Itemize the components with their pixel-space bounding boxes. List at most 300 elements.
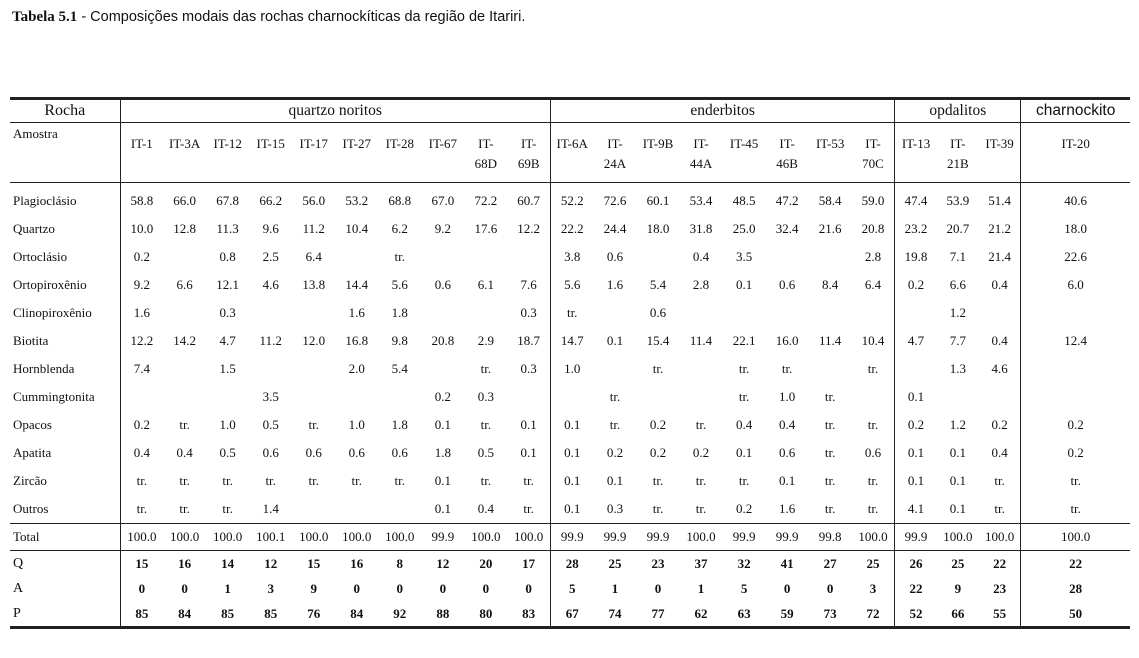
value-cell: tr.	[1021, 467, 1130, 495]
table-row	[10, 383, 1130, 411]
value-cell: 0.1	[949, 473, 966, 488]
value-cell: tr.	[738, 361, 750, 376]
qap-cell: 74	[593, 601, 636, 628]
value-cell: 53.2	[345, 193, 369, 208]
value-cell: 53.4	[689, 193, 713, 208]
sample-id: IT-	[693, 136, 709, 151]
group-header-row	[10, 99, 1130, 123]
qap-cell: 0	[525, 580, 532, 596]
qap-row	[10, 551, 1130, 577]
value-cell: 0.6	[391, 445, 408, 460]
value-cell: 1.2	[949, 305, 966, 320]
value-cell: 20.7	[946, 221, 970, 236]
qap-cell: 1	[224, 580, 231, 596]
qap-cell: 85	[120, 601, 163, 628]
value-cell: 0.6	[262, 445, 279, 460]
value-cell	[292, 355, 335, 383]
value-cell: 0.1	[895, 467, 937, 495]
sample-id-suffix	[550, 154, 593, 183]
qap-cell: 20	[479, 555, 493, 571]
qap-cell: 3	[869, 580, 877, 596]
qap-cell: 80	[464, 601, 507, 628]
value-cell: 22.2	[550, 215, 593, 243]
value-cell	[809, 299, 852, 327]
total-cell: 100.0	[979, 524, 1021, 551]
value-cell	[421, 243, 464, 271]
sample-id: IT-67	[428, 136, 458, 151]
amostra-label-spacer	[10, 154, 120, 183]
value-cell: 1.0	[550, 355, 593, 383]
qap-row	[10, 576, 1130, 601]
sample-id: IT-17	[299, 136, 328, 151]
value-cell: 58.4	[818, 193, 842, 208]
value-cell: 0.4	[176, 445, 193, 460]
value-cell: 2.5	[262, 249, 279, 264]
total-cell: 100.0	[507, 524, 550, 551]
value-cell: 11.3	[216, 221, 239, 236]
sample-id-suffix	[206, 154, 249, 183]
qap-cell: 16	[178, 555, 192, 571]
sample-id: IT-	[950, 136, 966, 151]
value-cell: 0.2	[649, 417, 667, 432]
value-cell: tr.	[652, 473, 664, 488]
sample-id: IT-	[478, 136, 494, 151]
qap-label: A	[13, 580, 24, 596]
value-cell	[421, 355, 464, 383]
qap-cell: 37	[694, 555, 708, 571]
qap-cell: 41	[780, 555, 794, 571]
table-row	[10, 439, 1130, 467]
table-row	[10, 467, 1130, 495]
value-cell: 0.1	[735, 445, 753, 460]
value-cell	[680, 355, 723, 383]
sample-id-suffix	[249, 154, 292, 183]
value-cell: 24.4	[603, 221, 627, 236]
value-cell: 68.8	[388, 193, 412, 208]
value-cell: 20.8	[431, 333, 455, 348]
qap-cell: 76	[292, 601, 335, 628]
qap-cell: 0	[353, 580, 360, 596]
value-cell: tr.	[394, 249, 406, 264]
value-cell: 0.2	[991, 417, 1008, 432]
value-cell: 0.6	[606, 249, 624, 264]
qap-cell: 22	[993, 555, 1007, 571]
group-enderbitos: enderbitos	[550, 99, 894, 123]
value-cell: 12.1	[216, 277, 240, 292]
value-cell: 11.4	[689, 333, 713, 348]
value-cell: 0.4	[735, 417, 753, 432]
value-cell: 51.4	[988, 193, 1011, 208]
value-cell: 16.8	[345, 333, 369, 348]
value-cell: 9.2	[120, 271, 163, 299]
sample-id: IT-6A	[550, 123, 593, 155]
value-cell	[852, 383, 895, 411]
value-cell	[464, 243, 507, 271]
sample-id-suffix: 21B	[937, 154, 979, 183]
qap-cell: 14	[221, 555, 235, 571]
value-cell: 0.2	[1021, 411, 1130, 439]
value-cell: tr.	[609, 389, 621, 404]
value-cell	[637, 243, 680, 271]
value-cell	[335, 495, 378, 524]
value-cell: 21.6	[818, 221, 842, 236]
value-cell: 1.0	[219, 417, 236, 432]
value-cell: 0.1	[550, 439, 593, 467]
value-cell: tr.	[867, 501, 879, 516]
sample-id-suffix	[895, 154, 937, 183]
sample-id: IT-13	[895, 123, 937, 155]
value-cell: tr.	[222, 501, 233, 516]
value-cell: 9.6	[262, 221, 279, 236]
qap-cell: 84	[335, 601, 378, 628]
sample-id-suffix	[1021, 154, 1130, 183]
value-cell: 0.8	[219, 249, 236, 264]
value-cell: 32.4	[775, 221, 799, 236]
value-cell: 25.0	[732, 221, 756, 236]
value-cell: 6.6	[176, 277, 193, 292]
amostra-label: Amostra	[13, 126, 58, 141]
value-cell: tr.	[1021, 495, 1130, 524]
value-cell: 0.4	[778, 417, 796, 432]
total-cell: 100.0	[206, 524, 249, 551]
value-cell: 2.8	[692, 277, 710, 292]
caption-label: Tabela 5.1	[12, 9, 78, 25]
value-cell: 66.0	[173, 193, 196, 208]
rocha-header: Rocha	[10, 99, 120, 123]
sample-id-suffix: 69B	[507, 154, 550, 183]
value-cell: tr.	[824, 501, 836, 516]
sample-id: IT-28	[385, 136, 414, 151]
value-cell: 20.8	[861, 221, 885, 236]
mineral-label: Ortopiroxênio	[13, 277, 87, 292]
table-row	[10, 411, 1130, 439]
value-cell	[1021, 355, 1130, 383]
value-cell: 0.2	[735, 501, 753, 516]
value-cell: 58.8	[120, 183, 163, 216]
value-cell: 10.4	[345, 221, 369, 236]
value-cell: 11.2	[259, 333, 282, 348]
total-cell: 100.0	[163, 524, 206, 551]
qap-cell: 22	[895, 576, 937, 601]
total-cell: 99.8	[809, 524, 852, 551]
value-cell: 66.2	[259, 193, 283, 208]
total-cell: 99.9	[421, 524, 464, 551]
value-cell: tr.	[308, 473, 319, 488]
table-body	[10, 183, 1130, 628]
value-cell: 3.5	[735, 249, 753, 264]
value-cell	[766, 243, 809, 271]
value-cell: 56.0	[302, 193, 326, 208]
qap-cell: 67	[550, 601, 593, 628]
mineral-label: Biotita	[13, 333, 49, 348]
table-row	[10, 215, 1130, 243]
value-cell: tr.	[480, 361, 492, 376]
qap-cell: 52	[895, 601, 937, 628]
total-cell: 99.9	[766, 524, 809, 551]
sample-id-suffix	[421, 154, 464, 183]
qap-cell: 8	[396, 555, 404, 571]
value-cell: 2.9	[477, 333, 494, 348]
sample-id-suffix: 24A	[593, 154, 636, 183]
value-cell	[895, 299, 937, 327]
value-cell: 0.1	[895, 439, 937, 467]
total-label: Total	[10, 524, 120, 551]
value-cell: 4.1	[895, 495, 937, 524]
value-cell: 2.0	[348, 361, 365, 376]
mineral-label: Outros	[13, 501, 49, 516]
value-cell: 22.6	[1021, 243, 1130, 271]
value-cell: tr.	[394, 473, 406, 488]
sample-header-row	[10, 123, 1130, 155]
qap-cell: 23	[993, 580, 1007, 596]
mineral-label: Cummingtonita	[13, 389, 95, 404]
value-cell: tr.	[824, 417, 836, 432]
qap-label: P	[10, 601, 120, 628]
value-cell	[979, 299, 1021, 327]
sample-id: IT-1	[120, 123, 163, 155]
value-cell: tr.	[695, 417, 707, 432]
qap-cell: 0	[120, 576, 163, 601]
qap-cell: 0	[482, 580, 490, 596]
sample-id: IT-39	[985, 136, 1014, 151]
table-caption	[12, 9, 525, 26]
value-cell: 0.6	[778, 277, 796, 292]
value-cell: tr.	[308, 417, 319, 432]
value-cell: 6.4	[305, 249, 322, 264]
value-cell: 72.6	[603, 193, 627, 208]
value-cell: tr.	[265, 473, 276, 488]
value-cell: 67.0	[431, 193, 455, 208]
value-cell: tr.	[120, 467, 163, 495]
qap-cell: 85	[206, 601, 249, 628]
value-cell: 10.4	[861, 333, 885, 348]
value-cell: 3.5	[262, 389, 279, 404]
value-cell	[378, 495, 421, 524]
value-cell: 40.6	[1021, 183, 1130, 216]
value-cell: 14.4	[345, 277, 369, 292]
value-cell	[421, 299, 464, 327]
value-cell: 1.5	[219, 361, 236, 376]
value-cell: 15.4	[646, 333, 670, 348]
value-cell: 12.8	[173, 221, 196, 236]
qap-cell: 12	[436, 555, 450, 571]
value-cell	[206, 383, 249, 411]
total-cell: 100.0	[852, 524, 895, 551]
sample-id: IT-	[607, 136, 623, 151]
value-cell: 19.8	[895, 243, 937, 271]
qap-cell: 1	[697, 580, 705, 596]
qap-label: Q	[13, 555, 24, 571]
value-cell: 2.8	[864, 249, 882, 264]
mineral-label: Clinopiroxênio	[13, 305, 92, 320]
value-cell: 0.5	[477, 445, 494, 460]
qap-cell: 32	[737, 555, 751, 571]
value-cell: 7.1	[949, 249, 966, 264]
table-row	[10, 327, 1130, 355]
value-cell: 0.4	[991, 333, 1008, 348]
sample-id-suffix	[809, 154, 852, 183]
qap-cell: 28	[1021, 576, 1130, 601]
value-cell: 4.7	[895, 327, 937, 355]
value-cell: 72.2	[474, 193, 498, 208]
value-cell: 53.9	[946, 193, 970, 208]
total-cell: 99.9	[550, 524, 593, 551]
value-cell: 7.4	[120, 355, 163, 383]
value-cell: 0.6	[649, 305, 667, 320]
value-cell: 0.1	[434, 417, 451, 432]
value-cell: tr.	[824, 473, 836, 488]
sample-id: IT-	[865, 136, 881, 151]
value-cell: 0.2	[606, 445, 624, 460]
value-cell	[593, 299, 636, 327]
qap-cell: 66	[937, 601, 979, 628]
qap-cell: 16	[350, 555, 364, 571]
value-cell: 1.8	[434, 445, 451, 460]
value-cell	[507, 383, 550, 411]
value-cell: 6.4	[864, 277, 882, 292]
value-cell: 1.8	[391, 417, 408, 432]
value-cell: tr.	[480, 473, 492, 488]
value-cell: 18.0	[646, 221, 670, 236]
value-cell: 13.8	[302, 277, 326, 292]
sample-id-suffix	[292, 154, 335, 183]
mineral-label: Quartzo	[13, 221, 55, 236]
value-cell: tr.	[994, 501, 1005, 516]
value-cell	[507, 243, 550, 271]
value-cell: tr.	[652, 501, 664, 516]
total-cell: 99.9	[723, 524, 766, 551]
group-charnockito: charnockito	[1021, 99, 1130, 123]
total-cell: 100.0	[335, 524, 378, 551]
value-cell: 0.2	[1021, 439, 1130, 467]
value-cell: 0.3	[477, 389, 494, 404]
group-opdalitos: opdalitos	[895, 99, 1021, 123]
table-row	[10, 495, 1130, 524]
sample-header-row-continued	[10, 154, 1130, 183]
qap-cell: 15	[307, 555, 321, 571]
value-cell: 0.5	[262, 417, 279, 432]
qap-cell: 0	[181, 580, 188, 596]
sample-id-suffix	[637, 154, 680, 183]
value-cell: 11.4	[819, 333, 842, 348]
value-cell: 0.6	[864, 445, 882, 460]
value-cell: tr.	[994, 473, 1005, 488]
value-cell	[163, 243, 206, 271]
value-cell: 0.1	[778, 473, 796, 488]
qap-cell: 84	[163, 601, 206, 628]
sample-id-suffix	[335, 154, 378, 183]
value-cell: 8.4	[822, 277, 839, 292]
value-cell: 47.4	[895, 183, 937, 216]
value-cell: tr.	[738, 473, 750, 488]
sample-id: IT-12	[213, 136, 242, 151]
qap-cell: 5	[740, 580, 748, 596]
value-cell: 17.6	[474, 221, 498, 236]
total-row	[10, 524, 1130, 551]
qap-cell: 92	[378, 601, 421, 628]
mineral-label: Zircão	[13, 473, 47, 488]
value-cell: 1.6	[348, 305, 365, 320]
qap-cell: 72	[852, 601, 895, 628]
total-cell: 100.0	[120, 524, 163, 551]
value-cell	[163, 299, 206, 327]
value-cell: 18.0	[1021, 215, 1130, 243]
sample-id-suffix	[120, 154, 163, 183]
value-cell	[895, 355, 937, 383]
value-cell	[163, 383, 206, 411]
sample-id: IT-3A	[168, 136, 201, 151]
value-cell: 0.3	[520, 305, 537, 320]
value-cell	[593, 355, 636, 383]
sample-id: IT-	[520, 136, 537, 151]
value-cell: 0.5	[219, 445, 236, 460]
value-cell	[249, 299, 292, 327]
value-cell: tr.	[523, 473, 534, 488]
qap-cell: 62	[680, 601, 723, 628]
value-cell: 0.3	[219, 305, 236, 320]
sample-id-suffix	[378, 154, 421, 183]
value-cell: 0.1	[520, 417, 537, 432]
value-cell	[378, 383, 421, 411]
modal-composition-table	[10, 97, 1130, 629]
value-cell: 9.8	[391, 333, 408, 348]
value-cell	[1021, 299, 1130, 327]
qap-cell: 0	[654, 580, 662, 596]
qap-cell: 25	[608, 555, 622, 571]
value-cell	[680, 299, 723, 327]
value-cell: 0.2	[895, 271, 937, 299]
value-cell: 0.2	[434, 389, 451, 404]
value-cell: 0.1	[735, 277, 753, 292]
value-cell: 0.1	[550, 495, 593, 524]
value-cell: 21.4	[988, 249, 1011, 264]
value-cell: 12.4	[1021, 327, 1130, 355]
value-cell: 5.6	[550, 271, 593, 299]
value-cell: 5.6	[391, 277, 408, 292]
qap-cell: 77	[637, 601, 680, 628]
value-cell: 31.8	[689, 221, 713, 236]
value-cell: tr.	[222, 473, 233, 488]
value-cell	[680, 383, 723, 411]
mineral-label: Ortoclásio	[13, 249, 68, 264]
qap-cell: 17	[522, 555, 536, 571]
value-cell	[979, 383, 1021, 411]
value-cell	[766, 299, 809, 327]
value-cell: 67.8	[216, 193, 240, 208]
value-cell: 48.5	[732, 193, 756, 208]
value-cell	[292, 299, 335, 327]
value-cell: 6.1	[477, 277, 494, 292]
value-cell: 1.6	[606, 277, 624, 292]
value-cell	[809, 355, 852, 383]
value-cell: 6.6	[949, 277, 966, 292]
value-cell: 60.7	[517, 193, 541, 208]
qap-cell: 15	[120, 551, 163, 577]
value-cell: 14.2	[173, 333, 196, 348]
value-cell: tr.	[867, 473, 879, 488]
value-cell: 0.1	[550, 411, 593, 439]
table-row	[10, 183, 1130, 216]
table-row	[10, 355, 1130, 383]
sample-id-suffix: 44A	[680, 154, 723, 183]
qap-cell: 22	[1021, 551, 1130, 577]
value-cell	[637, 383, 680, 411]
value-cell: 1.0	[778, 389, 796, 404]
value-cell: tr.	[480, 417, 492, 432]
sample-id-suffix	[979, 154, 1021, 183]
value-cell: 1.6	[778, 501, 796, 516]
value-cell	[809, 243, 852, 271]
